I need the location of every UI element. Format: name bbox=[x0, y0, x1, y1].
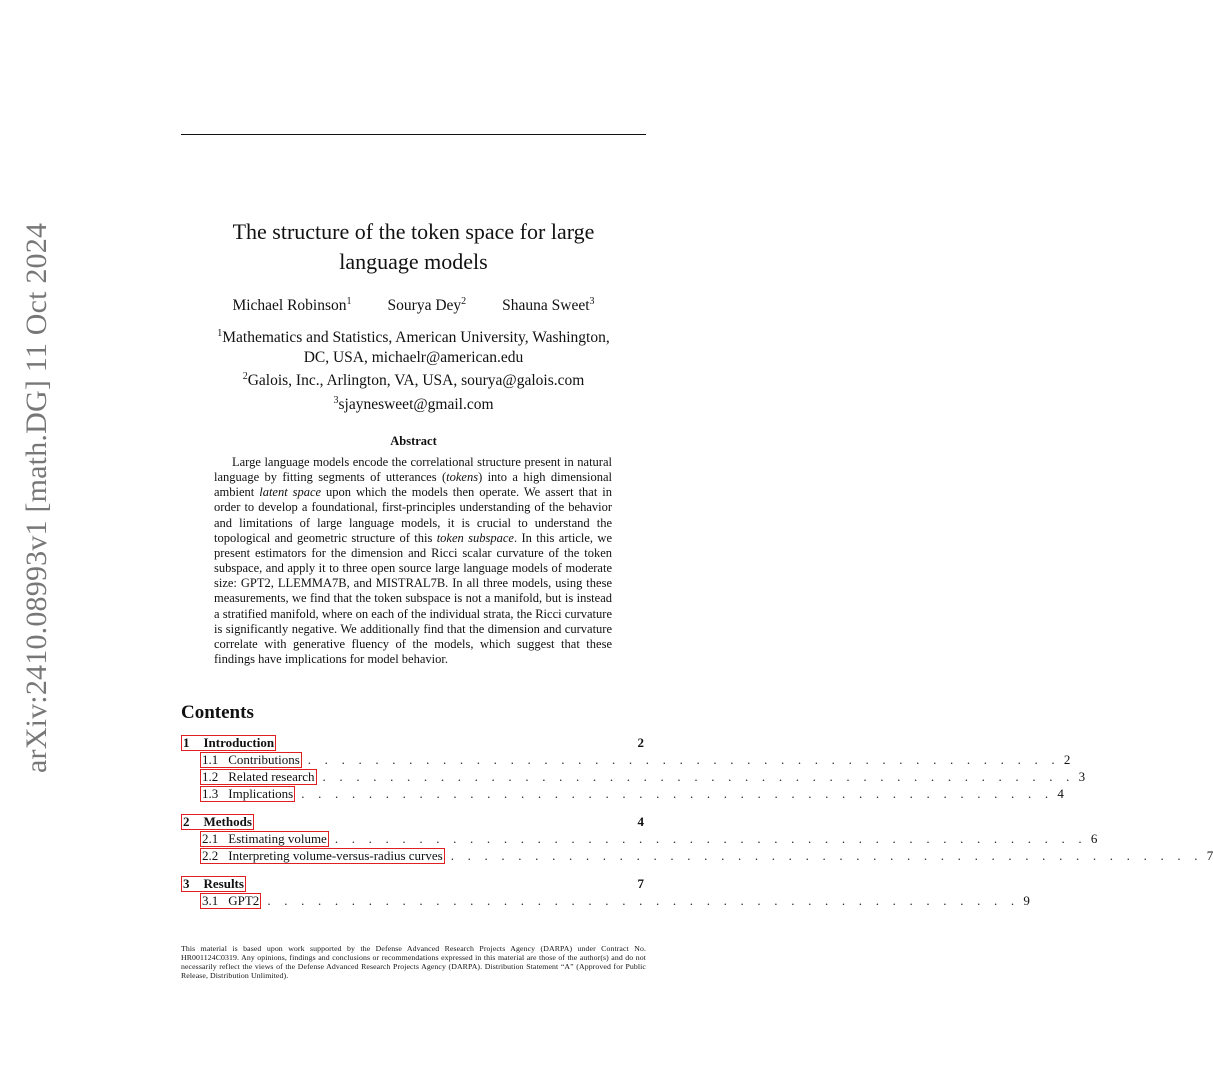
funding-footnote: This material is based upon work supported by the Defense Advanced Research Projects Agency (DARPA) under Contract No. HR001124C0319. Any opinions, findings and conclusions or recommendations expressed in this material are those of the author(s) and do not necessarily reflect the views of the Defense Advanced Research Projects Agency (DARPA). Distribution Statement “A” (Approved for Public Release, Distribution Unlimited). bbox=[181, 944, 646, 980]
abstract-segment: upon which the models then operate. We assert that in order to develop a foundational, first-principles understanding of the behavior and limitations of large language models, it is crucial to understand the topological and geometric structure of this bbox=[214, 485, 613, 545]
toc-page: 2 bbox=[637, 735, 644, 750]
toc-link-interpreting-curves[interactable] bbox=[200, 848, 445, 864]
toc-label: Methods bbox=[203, 814, 252, 829]
arxiv-identifier: arXiv:2410.08993v1 [math.DG] 11 Oct 2024 bbox=[20, 222, 53, 773]
toc-page: 6 bbox=[1090, 831, 1098, 846]
toc-entry bbox=[181, 769, 1086, 785]
toc-label: Interpreting volume-versus-radius curves bbox=[228, 848, 443, 863]
toc-label: Results bbox=[203, 876, 244, 891]
toc-link-gpt2[interactable] bbox=[200, 893, 261, 909]
toc-entry bbox=[181, 752, 1071, 768]
affiliation-text: sjaynesweet@gmail.com bbox=[338, 395, 494, 413]
author-name: Shauna Sweet bbox=[502, 297, 590, 315]
affiliation-line bbox=[181, 391, 646, 415]
toc-number: 1 bbox=[183, 735, 190, 750]
toc-link-implications[interactable] bbox=[200, 786, 295, 802]
contents-heading: Contents bbox=[181, 702, 254, 723]
toc-number: 2.1 bbox=[202, 831, 219, 846]
abstract-heading: Abstract bbox=[390, 434, 437, 448]
title-line-2: language models bbox=[339, 249, 488, 274]
toc-leader-dots: . . . . . . . . . . . . . . . . . . . . . . . . . . . . . . . . . . . . . . . . . . . . . bbox=[322, 769, 1075, 784]
title-line-1: The structure of the token space for large bbox=[232, 219, 595, 244]
toc-link-introduction[interactable] bbox=[181, 735, 276, 751]
abstract-emphasis: latent space bbox=[259, 485, 322, 500]
abstract-emphasis: token subspace bbox=[436, 530, 514, 545]
affiliations bbox=[181, 324, 646, 414]
toc-leader-dots: . . . . . . . . . . . . . . . . . . . . . . . . . . . . . . . . . . . . . . . . . . . . . bbox=[450, 848, 1203, 863]
toc-label: Contributions bbox=[228, 752, 300, 767]
toc-label: Estimating volume bbox=[228, 831, 327, 846]
affiliation-text: Mathematics and Statistics, American University, Washington, bbox=[222, 329, 610, 347]
toc-entry bbox=[181, 876, 646, 892]
toc-label: Introduction bbox=[203, 735, 275, 750]
affiliation-mark: 2 bbox=[242, 371, 248, 383]
toc-entry bbox=[181, 786, 1064, 802]
toc-page: 4 bbox=[637, 814, 644, 829]
abstract-emphasis: tokens bbox=[446, 470, 479, 485]
toc-entry bbox=[181, 893, 1030, 909]
author bbox=[232, 292, 351, 316]
paper-title bbox=[181, 217, 646, 277]
toc-number: 1.3 bbox=[202, 786, 219, 801]
toc-link-estimating-volume[interactable] bbox=[200, 831, 329, 847]
toc-number: 3.1 bbox=[202, 893, 219, 908]
toc-number: 1.2 bbox=[202, 769, 219, 784]
author-affiliation-mark: 3 bbox=[589, 296, 595, 307]
author bbox=[388, 292, 467, 316]
abstract-segment: ) into a high dimensional ambient bbox=[214, 470, 613, 500]
toc-page: 4 bbox=[1057, 786, 1064, 801]
toc-label: Implications bbox=[228, 786, 294, 801]
toc-number: 3 bbox=[183, 876, 190, 891]
toc-page: 2 bbox=[1063, 752, 1071, 767]
author-list bbox=[181, 292, 646, 316]
affiliation-mark: 1 bbox=[217, 328, 223, 339]
affiliation-line bbox=[181, 348, 646, 368]
affiliation-text: DC, USA, michaelr@american.edu bbox=[303, 348, 524, 366]
toc-link-related-research[interactable] bbox=[200, 769, 317, 785]
affiliation-text: Galois, Inc., Arlington, VA, USA, sourya@galois.com bbox=[247, 372, 585, 390]
toc-link-contributions[interactable] bbox=[200, 752, 302, 768]
toc-entry bbox=[181, 814, 646, 830]
toc-page: 3 bbox=[1078, 769, 1086, 784]
toc-label: Related research bbox=[228, 769, 315, 784]
toc-leader-dots: . . . . . . . . . . . . . . . . . . . . . . . . . . . . . . . . . . . . . . . . . . . . . bbox=[267, 893, 1020, 908]
toc-leader-dots: . . . . . . . . . . . . . . . . . . . . . . . . . . . . . . . . . . . . . . . . . . . . . bbox=[334, 831, 1087, 846]
title-rule bbox=[181, 134, 646, 135]
toc-link-methods[interactable] bbox=[181, 814, 254, 830]
abstract-segment: . In this article, we present estimators for the dimension and Ricci scalar curvature of the token subspace, and apply it to three open source large language models of moderate size: GPT2, LLEMMA7B, and MISTRAL7B. In all three models, using these measurements, we find that the token subspace is not a manifold, but is instead a stratified manifold, where on each of the individual strata, the Ricci curvature is significantly negative. We additionally find that the dimension and curvature correlate with generative fluency of the models, which suggest that these findings have implications for model behavior. bbox=[214, 530, 612, 667]
toc-leader-dots: . . . . . . . . . . . . . . . . . . . . . . . . . . . . . . . . . . . . . . . . . . . . . bbox=[301, 786, 1054, 801]
affiliation-line bbox=[181, 324, 646, 348]
toc-number: 1.1 bbox=[202, 752, 219, 767]
author bbox=[502, 292, 594, 316]
toc-page: 7 bbox=[637, 876, 644, 891]
affiliation-mark: 3 bbox=[333, 394, 339, 406]
author-name: Sourya Dey bbox=[387, 297, 462, 315]
toc-label: GPT2 bbox=[228, 893, 260, 908]
affiliation-line bbox=[181, 367, 646, 391]
toc-leader-dots: . . . . . . . . . . . . . . . . . . . . . . . . . . . . . . . . . . . . . . . . . . . . . bbox=[307, 752, 1060, 767]
toc-link-results[interactable] bbox=[181, 876, 246, 892]
author-name: Michael Robinson bbox=[232, 297, 347, 315]
toc-number: 2.2 bbox=[202, 848, 219, 863]
author-affiliation-mark: 1 bbox=[346, 296, 352, 307]
toc-page: 9 bbox=[1023, 893, 1030, 908]
abstract-text bbox=[214, 455, 612, 667]
toc-entry bbox=[181, 831, 1098, 847]
toc-number: 2 bbox=[183, 814, 190, 829]
toc-entry bbox=[181, 848, 1213, 864]
abstract-segment: Large language models encode the correlational structure present in natural language by fitting segments of utterances ( bbox=[214, 455, 612, 485]
toc-page: 7 bbox=[1206, 848, 1213, 863]
toc-entry bbox=[181, 735, 646, 751]
author-affiliation-mark: 2 bbox=[461, 296, 467, 307]
